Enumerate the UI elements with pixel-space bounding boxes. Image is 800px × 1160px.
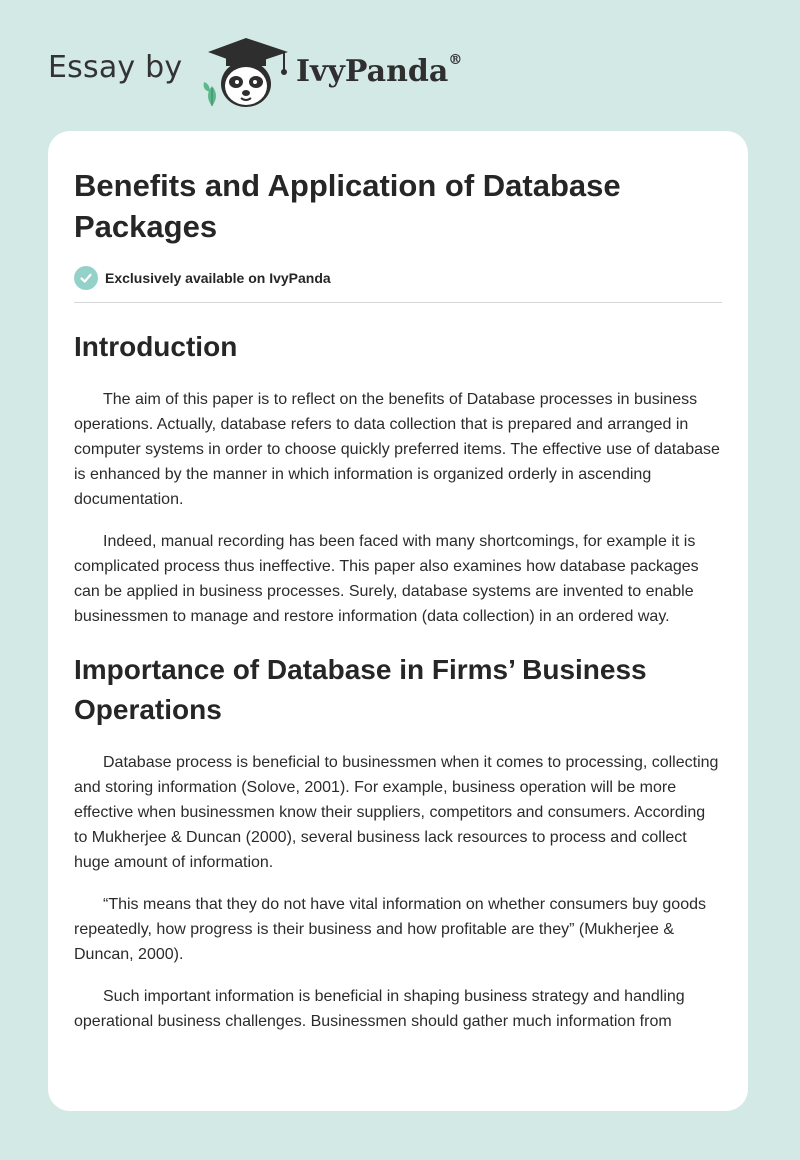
quote-paragraph: “This means that they do not have vital information on whether consumers buy goods repeatedly, how progress is their business and how profitable are they” (Mukherjee & Duncan, 2000). xyxy=(74,896,706,963)
exclusive-badge xyxy=(74,266,722,303)
essay-by-label: Essay by xyxy=(48,50,183,85)
check-icon xyxy=(74,266,98,290)
paragraph: Indeed, manual recording has been faced with many shortcomings, for example it is complicated process thus ineffective. This paper also examines how database packages can be applied in business processes. Surely, database systems are invented to enable businessmen to manage and restore information (data collection) in an ordered way. xyxy=(74,533,699,625)
brand-name-text: IvyPanda xyxy=(296,54,449,89)
paragraph: The aim of this paper is to reflect on the benefits of Database processes in business operations. Actually, database refers to data collection that is prepared and arranged in computer systems in order to choose quickly preferred items. The effective use of database is enhanced by the manner in which information is organized orderly in ascending documentation. xyxy=(74,391,720,508)
section-heading-introduction: Introduction xyxy=(74,331,238,362)
panda-graduate-logo-icon[interactable] xyxy=(200,34,292,110)
paragraph: Database process is beneficial to businessmen when it comes to processing, collecting and storing information (Solove, 2001). For example, business operation will be more effective when businessmen know their suppliers, competitors and consumers. According to Mukherjee & Duncan (2000), several business lack resources to process and collect huge amount of information. xyxy=(74,754,719,871)
essay-card xyxy=(48,131,748,1111)
site-header xyxy=(0,0,800,130)
essay-content xyxy=(48,131,748,1034)
registered-mark: ® xyxy=(448,52,463,68)
brand-name[interactable] xyxy=(296,54,462,89)
page-title: Benefits and Application of Database Packages xyxy=(74,168,621,244)
section-heading-importance: Importance of Database in Firms’ Business Operations xyxy=(74,654,647,725)
paragraph: Such important information is beneficial in shaping business strategy and handling operational business challenges. Businessmen should gather much information from xyxy=(74,988,685,1030)
exclusive-badge-text: Exclusively available on IvyPanda xyxy=(105,270,331,286)
